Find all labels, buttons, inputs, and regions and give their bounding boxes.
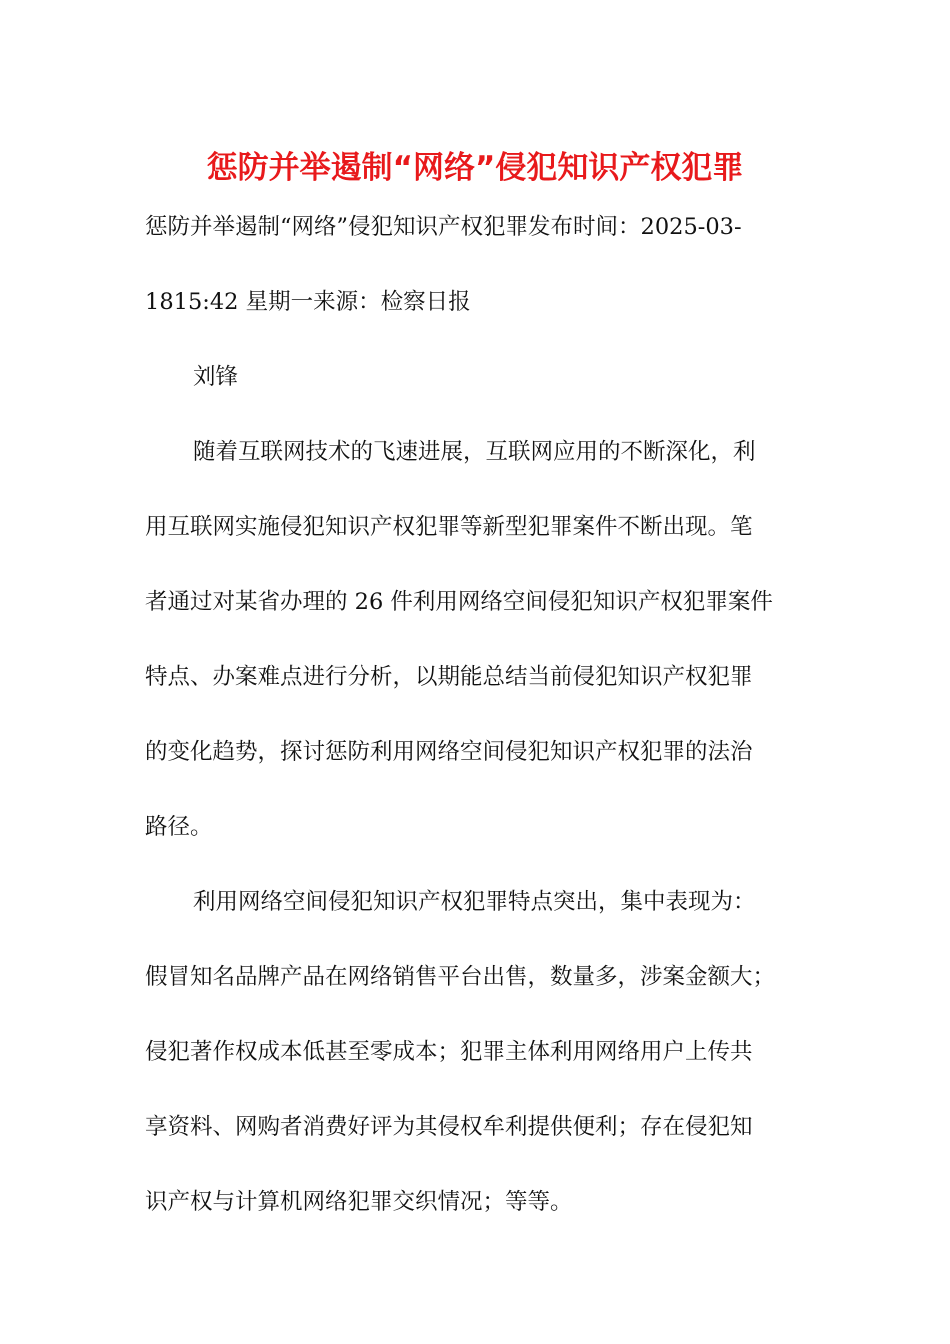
document-body — [145, 190, 815, 1240]
paragraph-1-line: 的变化趋势，探讨惩防利用网络空间侵犯知识产权犯罪的法治 — [145, 739, 753, 765]
meta-block — [145, 190, 815, 340]
paragraph-1 — [145, 415, 815, 865]
paragraph-1-line: 者通过对某省办理的 26 件利用网络空间侵犯知识产权犯罪案件 — [145, 589, 773, 615]
document-title: 惩防并举遏制“网络”侵犯知识产权犯罪 — [206, 150, 744, 186]
meta-line-source: 1815:42 星期一来源：检察日报 — [145, 289, 471, 315]
paragraph-2-line: 享资料、网购者消费好评为其侵权牟利提供便利；存在侵犯知 — [145, 1114, 753, 1140]
paragraph-2 — [145, 865, 815, 1240]
paragraph-2-line: 识产权与计算机网络犯罪交织情况；等等。 — [145, 1189, 573, 1215]
paragraph-1-line: 特点、办案难点进行分析，以期能总结当前侵犯知识产权犯罪 — [145, 664, 753, 690]
paragraph-1-line: 随着互联网技术的飞速进展，互联网应用的不断深化，利 — [193, 439, 756, 465]
author-name: 刘锋 — [193, 364, 239, 390]
paragraph-2-line: 假冒知名品牌产品在网络销售平台出售，数量多，涉案金额大； — [145, 964, 776, 990]
paragraph-1-line: 用互联网实施侵犯知识产权犯罪等新型犯罪案件不断出现。笔 — [145, 514, 753, 540]
paragraph-2-line: 侵犯著作权成本低甚至零成本；犯罪主体利用网络用户上传共 — [145, 1039, 753, 1065]
meta-line-publish-time: 惩防并举遏制“网络”侵犯知识产权犯罪发布时间：2025-03- — [145, 214, 742, 240]
paragraph-1-line: 路径。 — [145, 814, 213, 840]
author-block — [145, 340, 815, 415]
paragraph-2-line: 利用网络空间侵犯知识产权犯罪特点突出，集中表现为： — [193, 889, 756, 915]
